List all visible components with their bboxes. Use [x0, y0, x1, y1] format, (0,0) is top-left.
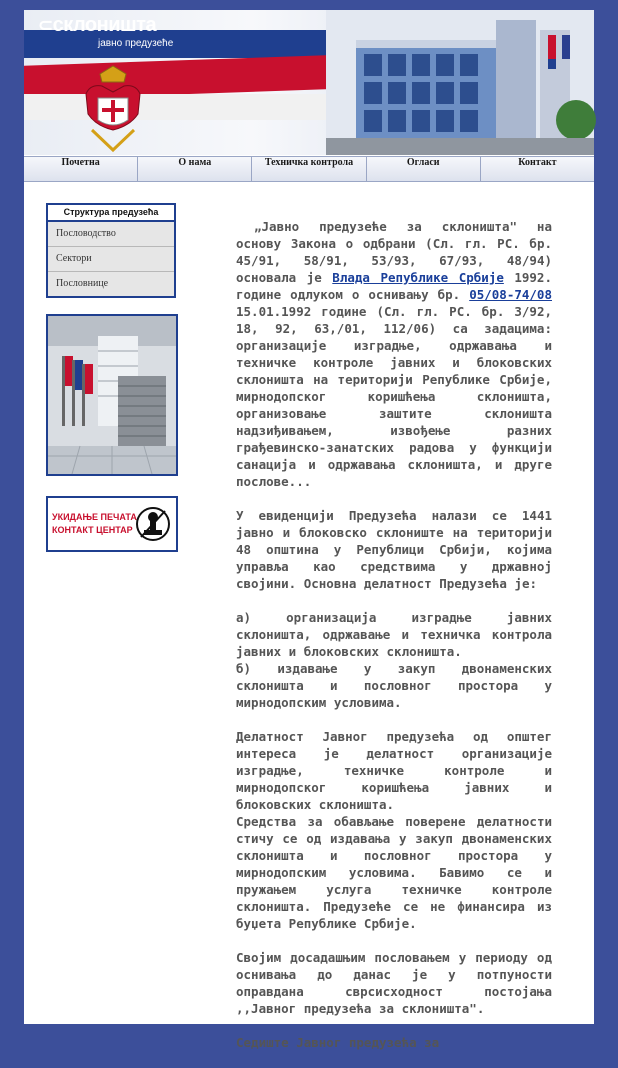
paragraph-justification: Својим досадашњим пословањем у периоду од оснивања до данас је у потпуности оправдана сврсисходност постојања ,,Јавног предузећа за склоништа". — [236, 950, 552, 1016]
paragraph-headquarters: Седиште Јавног предузећа за — [236, 1035, 440, 1050]
paragraph-founding — [236, 218, 552, 490]
sidebar-menu — [46, 203, 176, 298]
banner-line-1: УКИДАЊЕ ПЕЧАТА — [52, 512, 137, 522]
flag-stripe-white — [24, 94, 354, 120]
text-span: 15.01.1992 године (Сл. гл. РС. бр. 3/92, 18, 92, 63,/01, 112/06) са задацима: организације изградње, одржавања и техничке контроле јавних и блоковских склоништа на територији Републике Србије, мирнодопског коришћења склоништа, организовање заштите склоништа надзиђивањем, извођење разних грађевинско-занатских радова у функцији санација и одржавања склоништа, и друге послове... — [236, 304, 552, 489]
lobby-photo — [46, 314, 178, 476]
logo-title: склоништа — [52, 14, 157, 36]
page-container — [24, 10, 594, 1050]
flag-stripe-red — [24, 54, 354, 100]
nav-technical-control[interactable]: Техничка контрола — [252, 157, 366, 181]
coat-of-arms-icon — [80, 64, 146, 154]
sidebar-item-management[interactable]: Пословодство — [48, 222, 174, 247]
text-span: 1992. године одлуком о оснивању бр. — [236, 270, 552, 302]
activity-a: а) организација изградње јавних склоништа, одржавање и техничка контрола јавних и блоковских склоништа. — [236, 610, 552, 659]
nav-contact[interactable]: Контакт — [481, 157, 594, 181]
paragraph-records: У евиденцији Предузећа налази се 1441 јавно и блоковско склониште на територији 48 општина у Републици Србији, којима управља као средствима у државној својини. Основна делатност Предузећа је: — [236, 508, 552, 591]
building-photo — [326, 10, 594, 155]
header-banner — [24, 10, 594, 155]
site-logo[interactable]: ⊂склоништа — [38, 14, 157, 36]
nav-about[interactable]: О нама — [138, 157, 252, 181]
public-interest-text: Делатност Јавног предузећа од општег интереса је делатност организације изградње, техничке контроле и мирнодопског коришћења јавних и блоковских склоништа. — [236, 729, 552, 812]
logo-subtitle: јавно предузеће — [98, 38, 174, 49]
stamp-removal-contact-banner[interactable] — [46, 496, 178, 552]
link-decision-number[interactable]: 05/08-74/08 — [469, 287, 552, 302]
activity-b: б) издавање у закуп двонаменских склоништа и пословног простора у мирнодопским условима. — [236, 661, 552, 710]
sidebar-item-branches[interactable]: Пословнице — [48, 272, 174, 296]
paragraph-activities — [236, 609, 552, 711]
banner-line-2: КОНТАКТ ЦЕНТАР — [52, 525, 133, 535]
main-navigation — [24, 156, 594, 182]
nav-home[interactable]: Почетна — [24, 157, 138, 181]
paragraph-public-interest — [236, 728, 552, 932]
text-span: „Јавно предузеће за склоништа" на основу Закона о одбрани (Сл. гл. РС. бр. 45/91, 58/91, 53/93, 67/93, 48/94) основала је — [236, 219, 552, 285]
sidebar-item-sectors[interactable]: Сектори — [48, 247, 174, 272]
funding-text: Средства за обављање поверене делатности стичу се од издавања у закуп двонаменских склоништа и пословног простора у мирнодопским условима. Бавимо се и пружањем услуга техничке контроле склоништа. Предузеће се не финансира из буџета Републике Србије. — [236, 814, 552, 931]
sidebar-title: Структура предузећа — [48, 205, 174, 222]
nav-ads[interactable]: Огласи — [367, 157, 481, 181]
banner-text — [52, 511, 137, 537]
main-content — [236, 218, 552, 1068]
link-government[interactable]: Влада Републике Србије — [332, 270, 504, 285]
stamp-icon — [136, 506, 170, 542]
